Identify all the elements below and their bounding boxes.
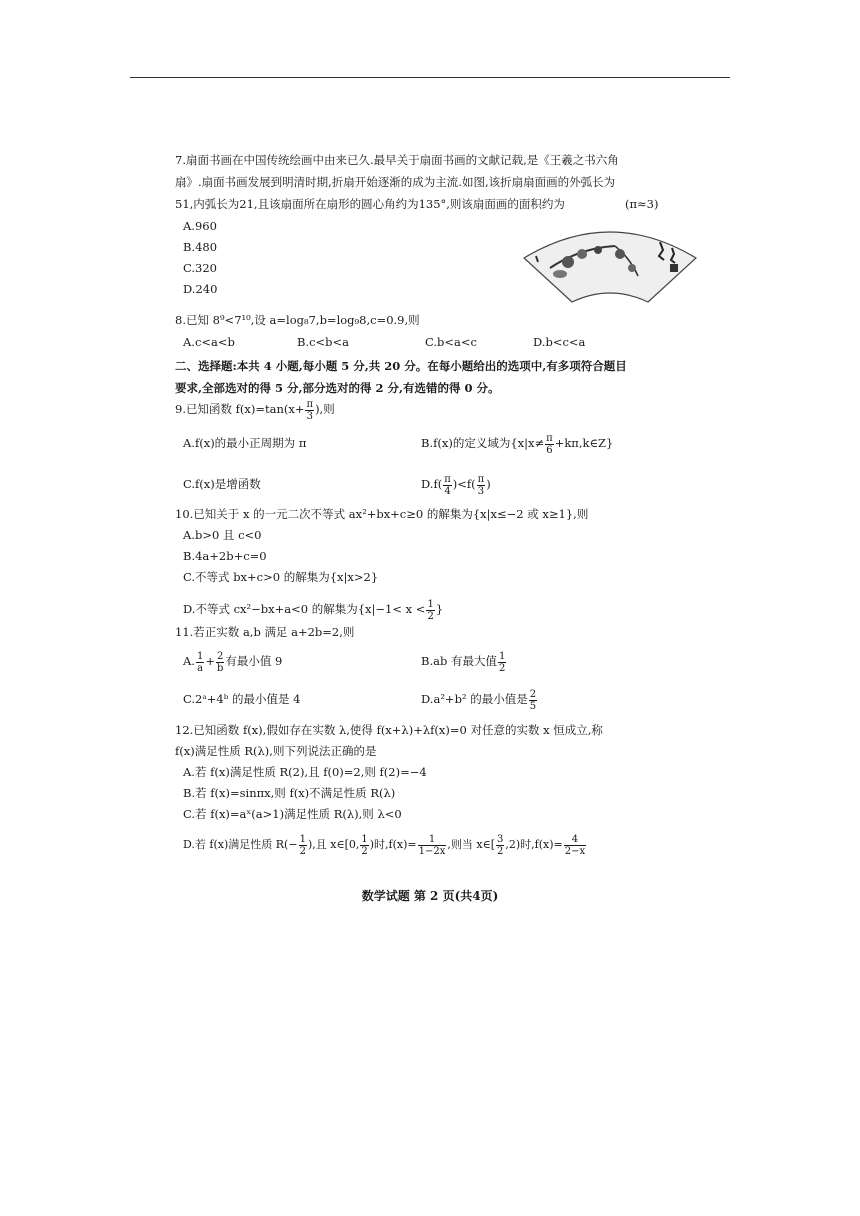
q9-option-c: C.f(x)是增函数	[183, 477, 261, 491]
fraction: $\frac{\pi}{6}$	[546, 432, 553, 456]
q12-option-b: B.若 f(x)=sinπx,则 f(x)不满足性质 R(λ)	[183, 786, 396, 800]
q10-option-d: D.不等式 cx²−bx+a<0 的解集为{x|−1< x < $\frac{1}{2}$ }	[183, 598, 444, 622]
q8-option-a: A.c<a<b	[183, 335, 235, 349]
fraction: $\frac{1}{a}$	[196, 650, 204, 674]
q12-option-a: A.若 f(x)满足性质 R(2),且 f(0)=2,则 f(2)=−4	[183, 765, 427, 779]
q12-option-d: D.若 f(x)满足性质 R(− $\frac{1}{2}$ ),且 x∈[0, $\frac{1}{2}$ )时,f(x)= $\frac{1}{1-2x}$ ,则当 x∈[ $\frac{3}{2}$ ,2)时,f(x)= $\frac{4}{2-x}$	[183, 833, 586, 857]
q7-option-c: C.320	[183, 261, 217, 275]
fraction: $\frac{2}{b}$	[216, 650, 224, 674]
q11-option-d: D.a²+b² 的最小值是 $\frac{2}{5}$	[421, 688, 537, 712]
q8-option-d: D.b<c<a	[533, 335, 586, 349]
fraction: $\frac{\pi}{3}$	[477, 473, 485, 497]
fraction: $\frac{4}{2-x}$	[564, 833, 586, 857]
fraction: $\frac{1}{1-2x}$	[418, 833, 446, 857]
q9-option-d: D.f( $\frac{\pi}{4}$ )<f( $\frac{\pi}{3}$ )	[421, 473, 491, 497]
q7-stem-line3: 51,内弧长为21,且该扇面所在扇形的圆心角约为135°,则该扇面画的面积约为	[175, 197, 565, 211]
q8-stem: 8.已知 8⁹<7¹⁰,设 a=log₈7,b=log₉8,c=0.9,则	[175, 313, 420, 327]
q11-option-c: C.2ᵃ+4ᵇ 的最小值是 4	[183, 692, 301, 706]
q8-option-b: B.c<b<a	[297, 335, 350, 349]
q12-stem-line1: 12.已知函数 f(x),假如存在实数 λ,使得 f(x+λ)+λf(x)=0 对任意的实数 x 恒成立,称	[175, 723, 603, 737]
q10-option-c: C.不等式 bx+c>0 的解集为{x|x>2}	[183, 570, 379, 584]
page-footer: 数学试题 第 2 页(共4页)	[361, 889, 499, 903]
fraction: $\frac{\pi}{3}$	[306, 398, 314, 422]
q11-stem: 11.若正实数 a,b 满足 a+2b=2,则	[175, 625, 355, 639]
q7-stem-line2: 扇》.扇面书画发展到明清时期,折扇开始逐渐的成为主流.如图,该折扇扇面画的外弧长为	[175, 175, 616, 189]
q9-stem: 9.已知函数 f(x)=tan(x+ $\frac{\pi}{3}$ ),则	[175, 398, 335, 422]
q8-option-c: C.b<a<c	[425, 335, 477, 349]
fraction: $\frac{1}{2}$	[498, 650, 506, 674]
section-2-line1: 二、选择题:本共 4 小题,每小题 5 分,共 20 分。在每小题给出的选项中,有多项符合题目	[175, 359, 627, 373]
q7-option-d: D.240	[183, 282, 218, 296]
q10-option-b: B.4a+2b+c=0	[183, 549, 267, 563]
q7-pi-hint: (π≈3)	[625, 197, 659, 211]
fraction: $\frac{1}{2}$	[427, 598, 434, 622]
section-2-line2: 要求,全部选对的得 5 分,部分选对的得 2 分,有选错的得 0 分。	[175, 381, 500, 395]
q11-option-b: B.ab 有最大值 $\frac{1}{2}$	[421, 650, 506, 674]
fraction: $\frac{1}{2}$	[299, 833, 306, 857]
q7-option-a: A.960	[183, 219, 217, 233]
folding-fan-painting-image	[520, 218, 700, 308]
fraction: $\frac{3}{2}$	[497, 833, 504, 857]
q9-option-b: B.f(x)的定义域为{x|x≠ $\frac{\pi}{6}$ +kπ,k∈Z}	[421, 432, 614, 456]
fraction: $\frac{\pi}{4}$	[444, 473, 451, 497]
fraction: $\frac{1}{2}$	[361, 833, 368, 857]
q7-stem-line1: 7.扇面书画在中国传统绘画中由来已久.最早关于扇面书画的文献记载,是《王羲之书六角	[175, 153, 619, 167]
q11-option-a: A. $\frac{1}{a}$ + $\frac{2}{b}$ 有最小值 9	[183, 650, 283, 674]
q7-option-b: B.480	[183, 240, 218, 254]
header-rule	[130, 77, 730, 78]
q9-option-a: A.f(x)的最小正周期为 π	[183, 436, 307, 450]
q12-stem-line2: f(x)满足性质 R(λ),则下列说法正确的是	[175, 744, 377, 758]
q10-option-a: A.b>0 且 c<0	[183, 528, 262, 542]
fraction: $\frac{2}{5}$	[529, 688, 537, 712]
q12-option-c: C.若 f(x)=aˣ(a>1)满足性质 R(λ),则 λ<0	[183, 807, 402, 821]
q10-stem: 10.已知关于 x 的一元二次不等式 ax²+bx+c≥0 的解集为{x|x≤−2 或 x≥1},则	[175, 507, 589, 521]
